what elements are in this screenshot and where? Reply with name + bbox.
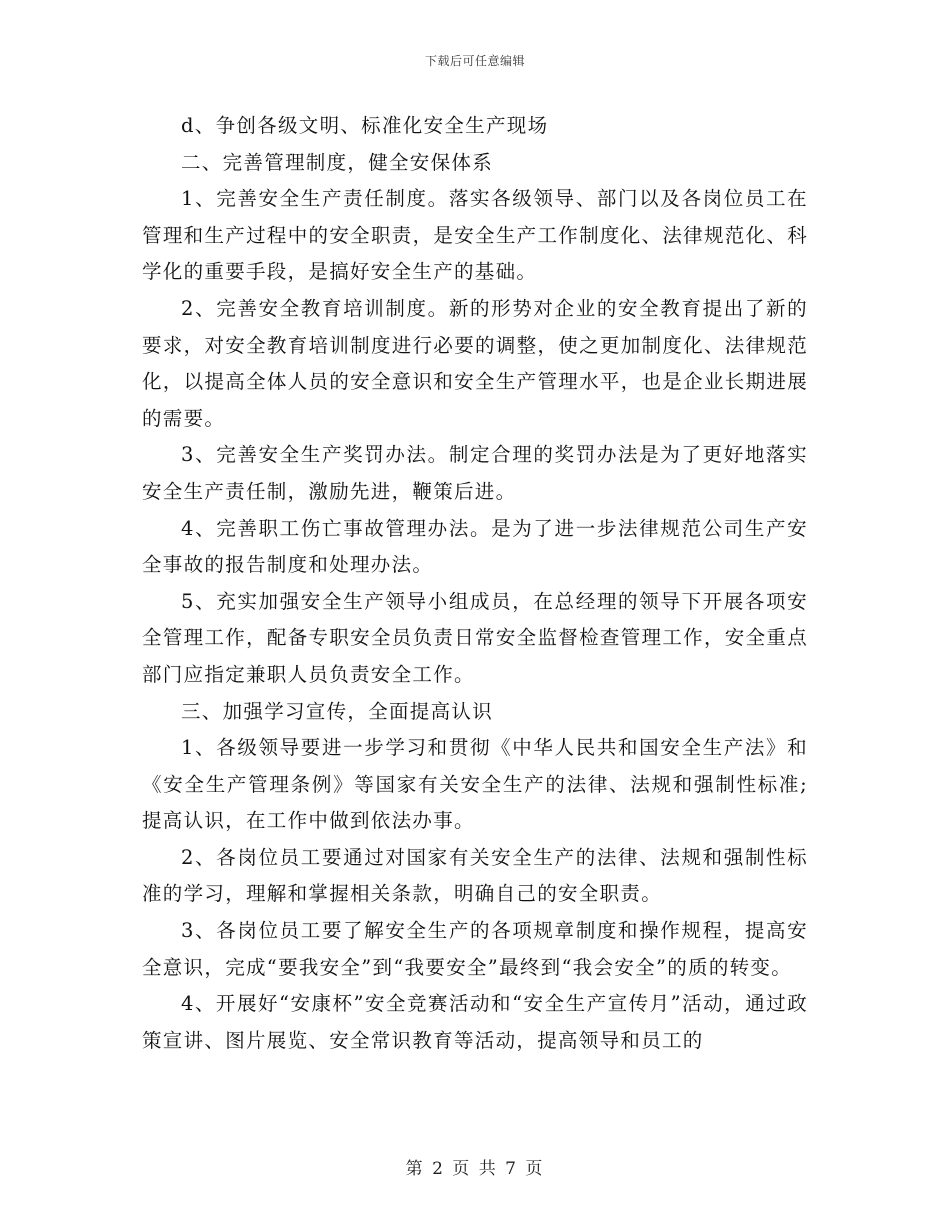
section-heading-2: 二、完善管理制度，健全安保体系 [181,150,494,174]
page-number: 第 2 页 共 7 页 [405,1159,545,1179]
paragraph-3-2: 2、各岗位员工要通过对国家有关安全生产的法律、法规和强制性标准的学习，理解和掌握相关条款，明确自己的安全职责。 [142,845,808,906]
header-note: 下载后可任意编辑 [424,54,525,68]
paragraph-2-4: 4、完善职工伤亡事故管理办法。是为了进一步法律规范公司生产安全事故的报告制度和处理办法。 [142,516,808,577]
paragraph-3-4: 4、开展好“安康杯”安全竞赛活动和“安全生产宣传月”活动，通过政策宣讲、图片展览、安全常识教育等活动，提高领导和员工的 [142,992,808,1052]
paragraph-2-2: 2、完善安全教育培训制度。新的形势对企业的安全教育提出了新的要求，对安全教育培训制度进行必要的调整，使之更加制度化、法律规范化，以提高全体人员的安全意识和安全生产管理水平，也是企业长期进展的需要。 [142,296,808,430]
paragraph-2-5: 5、充实加强安全生产领导小组成员，在总经理的领导下开展各项安全管理工作，配备专职安全员负责日常安全监督检查管理工作，安全重点部门应指定兼职人员负责安全工作。 [142,589,808,686]
paragraph-2-3: 3、完善安全生产奖罚办法。制定合理的奖罚办法是为了更好地落实安全生产责任制，激励先进，鞭策后进。 [142,443,808,503]
paragraph-3-3: 3、各岗位员工要了解安全生产的各项规章制度和操作规程，提高安全意识，完成“要我安全”到“我要安全”最终到“我会安全”的质的转变。 [142,919,808,979]
document-body [142,108,808,1059]
paragraph-2-1: 1、完善安全生产责任制度。落实各级领导、部门以及各岗位员工在管理和生产过程中的安全职责，是安全生产工作制度化、法律规范化、科学化的重要手段，是搞好安全生产的基础。 [142,187,808,284]
section-heading-3: 三、加强学习宣传，全面提高认识 [181,699,494,723]
paragraph-item-d: d、争创各级文明、标准化安全生产现场 [181,114,549,137]
paragraph-3-1: 1、各级领导要进一步学习和贯彻《中华人民共和国安全生产法》和《安全生产管理条例》等国家有关安全生产的法律、法规和强制性标准;提高认识，在工作中做到依法办事。 [142,736,808,833]
